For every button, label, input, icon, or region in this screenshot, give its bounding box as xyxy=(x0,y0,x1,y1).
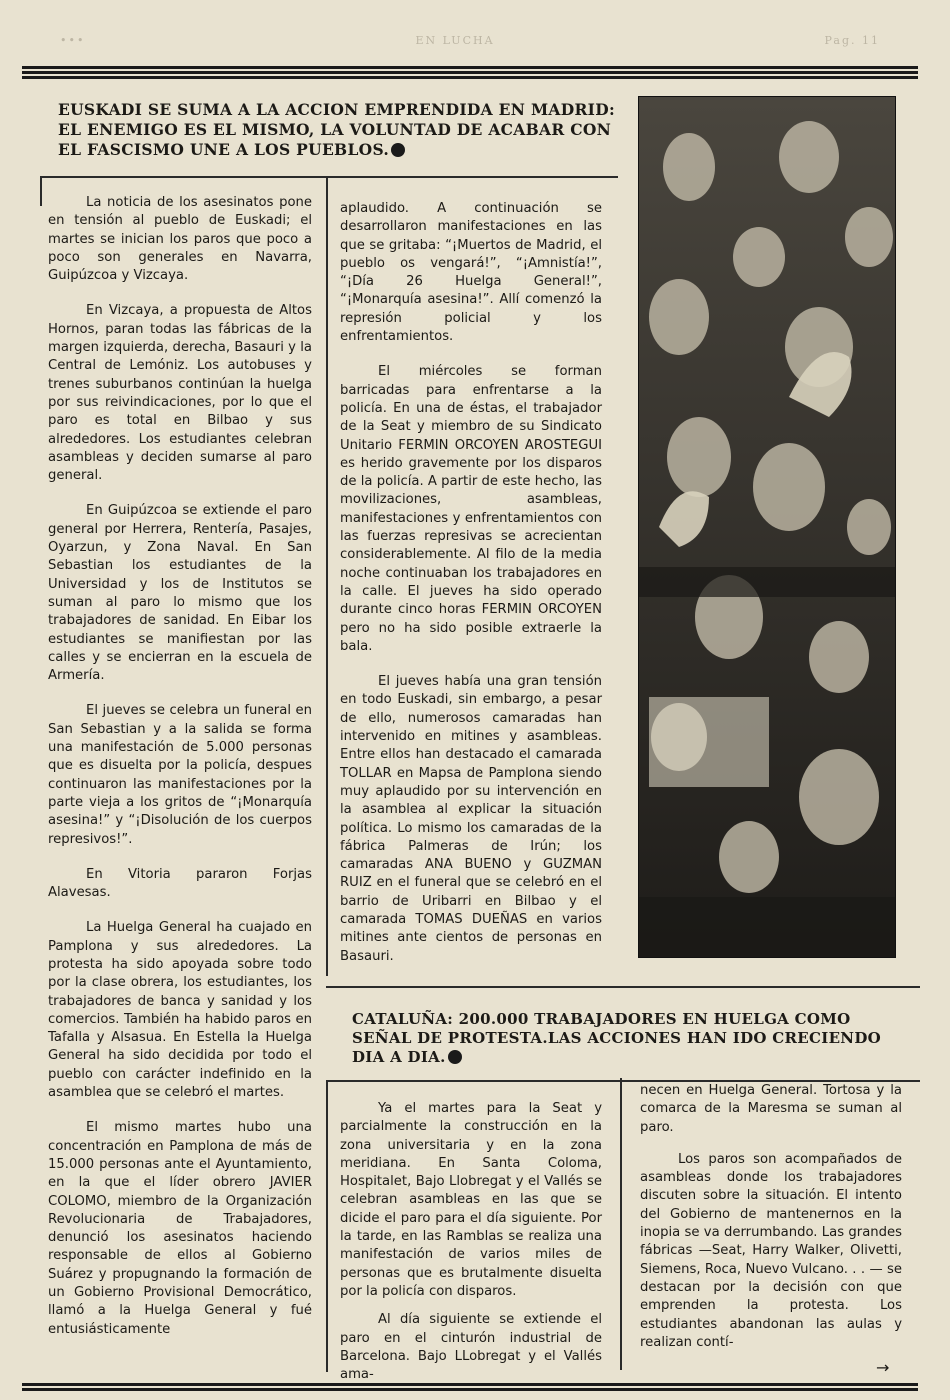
continuation-arrow-icon: → xyxy=(876,1358,890,1377)
paragraph: necen en Huelga General. Tortosa y la comarca de la Maresma se suman al paro. xyxy=(640,1083,902,1135)
header-left: ••• xyxy=(60,33,86,47)
column-rule-1 xyxy=(326,176,328,976)
article1-headline xyxy=(58,100,618,160)
column-rule-1b xyxy=(326,1082,328,1372)
paragraph: El miércoles se forman barricadas para enfrentarse a la policía. En una de éstas, el trabajador de la Seat y miembro de su Sindicato Unitario FERMIN ORCOYEN AROSTEGUI es herido gravemente por los disparos de la policía. A partir de este hecho, las movilizaciones, asambleas, manifestaciones y enfrentamientos con las fuerzas represivas se acrecientan considerablemente. Al filo de la media noche continuaban los trabajadores en la calle. El jueves ha sido operado durante cinco horas FERMIN ORCOYEN pero no ha sido posible extraerle la bala. xyxy=(340,364,602,654)
article2-column-2 xyxy=(640,1082,902,1366)
paragraph: Al día siguiente se extiende el paro en el cinturón industrial de Barcelona. Bajo LLobregat y el Vallés ama- xyxy=(340,1312,602,1383)
article1-column-2 xyxy=(340,200,602,983)
header-center: EN LUCHA xyxy=(415,33,495,47)
headline-bullet-icon xyxy=(391,143,405,157)
paragraph: Los paros son acompañados de asambleas donde los trabajadores discuten sobre la situación. El intento del Gobierno de mantenernos en la inopia se va derrumbando. Las grandes fábricas —Seat, Harry Walker, Olivetti, Siemens, Roca, Nuevo Vulcano. . . — se destacan por la decisión con que emprenden la protesta. Los estudiantes abandonan las aulas y realizan contí- xyxy=(640,1151,902,1350)
crowd-photo xyxy=(638,96,896,958)
paragraph: aplaudido. A continuación se desarrollaron manifestaciones en las que se gritaba: “¡Muertos de Madrid, el pueblo os vengará!”, “¡Amnistía!”, “¡Día 26 Huelga General!”, “¡Monarquía asesina!”. Allí comenzó la represión policial y los enfrentamientos. xyxy=(340,201,602,345)
paragraph: El jueves había una gran tensión en todo Euskadi, sin embargo, a pesar de ello, numerosos camaradas han intervenido en mitines y asambleas. Entre ellos han destacado el camarada TOLLAR en Mapsa de Pamplona siendo muy aplaudido por su intervención en la asamblea al explicar la situación política. Lo mismo los camaradas de la fábrica Palmeras de Irún; los camaradas ANA BUENO y GUZMAN RUIZ en el funeral que se celebró en el barrio de Uribarri en Bilbao y el camarada TOMAS DUEÑAS en varios mitines ante cientos de personas en Basauri. xyxy=(340,674,602,964)
paragraph: En Vitoria pararon Forjas Alavesas. xyxy=(48,866,312,901)
paragraph: La Huelga General ha cuajado en Pamplona y sus alrededores. La protesta ha sido apoyada sobre todo por la clase obrera, los estudiantes, los trabajadores de banca y sanidad y los comercios. También ha habido paros en Tafalla y Alsasua. En Estella la Huelga General ha sido decidida por todo el pueblo con carácter indefinido en la asamblea que se celebró el martes. xyxy=(48,920,312,1101)
article2-headline xyxy=(352,1010,897,1067)
article1-headline-text: EUSKADI SE SUMA A LA ACCION EMPRENDIDA EN MADRID: EL ENEMIGO ES EL MISMO, LA VOLUNTAD DE ACABAR CON EL FASCISMO UNE A LOS PUEBLOS. xyxy=(58,100,615,159)
article2-top-rule xyxy=(326,986,920,988)
article2-headline-text: CATALUÑA: 200.000 TRABAJADORES EN HUELGA COMO SEÑAL DE PROTESTA.LAS ACCIONES HAN IDO CRECIENDO DIA A DIA. xyxy=(352,1010,881,1066)
paragraph: La noticia de los asesinatos pone en tensión al pueblo de Euskadi; el martes se inician los paros que poco a poco son generales en Navarra, Guipúzcoa y Vizcaya. xyxy=(48,195,312,284)
paragraph: El mismo martes hubo una concentración en Pamplona de más de 15.000 personas ante el Ayuntamiento, en la que el líder obrero JAVIER COLOMO, miembro de la Organización Revolucionaria de Trabajadores, denunció los asesinatos haciendo responsable de ellos al Gobierno Suárez y propugnando la formación de un Gobierno Provisional Democrático, llamó a la Huelga General y fué entusiásticamente xyxy=(48,1120,312,1337)
article1-underline xyxy=(40,176,618,178)
header-page-number: Pag. 11 xyxy=(824,33,880,47)
headline-bullet-icon xyxy=(448,1050,462,1064)
article1-column-1 xyxy=(48,194,312,1356)
column-rule-left-edge xyxy=(40,176,42,206)
paragraph: En Guipúzcoa se extiende el paro general por Herrera, Rentería, Pasajes, Oyarzun, y Zona Naval. En San Sebastian los estudiantes de la Universidad y los de Institutos se suman al paro lo mismo que los trabajadores de sanidad. En Eibar los estudiantes se manifiestan por las calles y se encierran en la escuela de Armería. xyxy=(48,503,312,684)
article2-column-1 xyxy=(340,1100,602,1394)
page-running-header xyxy=(60,30,880,50)
crowd-photo-illustration xyxy=(639,97,896,958)
top-rule xyxy=(22,66,918,82)
paragraph: En Vizcaya, a propuesta de Altos Hornos, paran todas las fábricas de la margen izquierda, derecha, Basauri y la Central de Lemóniz. Los autobuses y trenes suburbanos continúan la huelga por sus reivindicaciones, por lo que el paro es total en Bilbao y sus alrededores. Los estudiantes celebran asambleas y deciden sumarse al paro general. xyxy=(48,303,312,484)
column-rule-2 xyxy=(620,1078,622,1370)
paragraph: El jueves se celebra un funeral en San Sebastian y a la salida se forma una manifestación de 5.000 personas que es disuelta por la policía, despues continuaron las manifestaciones por la parte vieja a los gritos de “¡Monarquía asesina!” y “¡Disolución de los cuerpos represivos!”. xyxy=(48,703,312,847)
paragraph: Ya el martes para la Seat y parcialmente la construcción en la zona universitaria y en la zona meridiana. En Santa Coloma, Hospitalet, Bajo Llobregat y el Vallés se celebran asambleas en las que se dicide el paro para el día siguiente. Por la tarde, en las Ramblas se realiza una manifestación de varios miles de personas que es brutalmente disuelta por la policía con disparos. xyxy=(340,1101,602,1299)
bottom-rule xyxy=(22,1383,918,1393)
